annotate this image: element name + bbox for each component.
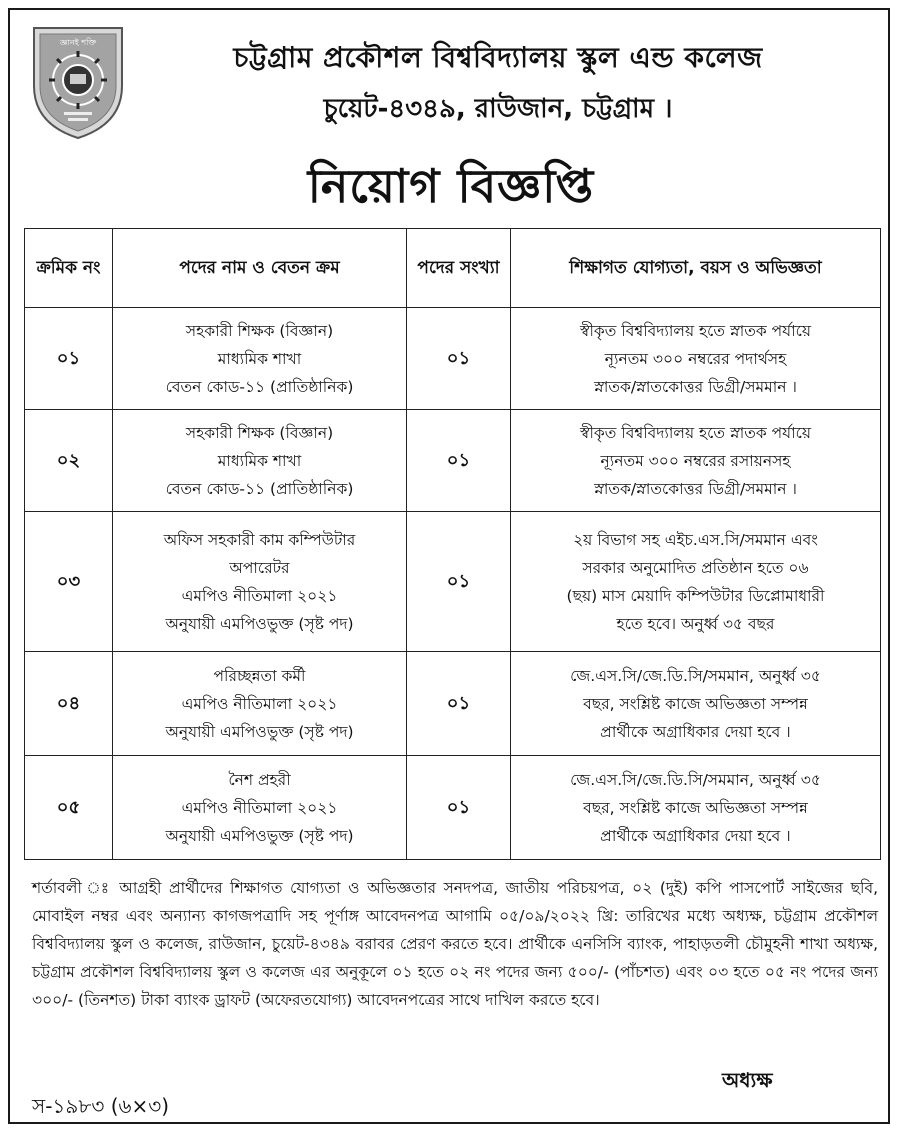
header-qualification: শিক্ষাগত যোগ্যতা, বয়স ও অভিজ্ঞতা [511, 229, 881, 308]
post-line: বেতন কোড-১১ (প্রাতিষ্ঠানিক) [165, 479, 354, 498]
row-post [113, 410, 407, 512]
terms-paragraph: শর্তাবলী ঃ আগ্রহী প্রার্থীদের শিক্ষাগত যোগ্যতা ও অভিজ্ঞতার সনদপত্র, জাতীয় পরিচয়পত্র, ০২ (দুই) কপি পাসপোর্ট সাইজের ছবি, মোবাইল নম্বর এবং অন্যান্য কাগজপত্রাদি সহ পূর্ণাঙ্গ আবেদনপত্র আগামি ০৫/০৯/২০২২ খ্রি: তারিখের মধ্যে অধ্যক্ষ, চট্টগ্রাম প্রকৌশল বিশ্ববিদ্যালয় স্কুল ও কলেজ, রাউজান, চুয়েট-৪৩৪৯ বরাবর প্রেরণ করতে হবে। প্রার্থীকে এনসিসি ব্যাংক, পাহাড়তলী চৌমুহনী শাখা অধ্যক্ষ, চট্টগ্রাম প্রকৌশল বিশ্ববিদ্যালয় স্কুল ও কলেজ এর অনুকূলে ০১ হতে ০২ নং পদের জন্য ৫০০/- (পাঁচশত) এবং ০৩ হতে ০৫ নং পদের জন্য ৩০০/- (তিনশত) টাকা ব্যাংক ড্রাফট (অফেরতযোগ্য) আবেদনপত্রের সাথে দাখিল করতে হবে। [32, 879, 878, 1009]
notice-page [8, 8, 890, 1124]
row-qualification [511, 756, 881, 860]
header-count: পদের সংখ্যা [407, 229, 511, 308]
post-line: অপারেটর [229, 558, 290, 577]
institution-name: চট্টগ্রাম প্রকৌশল বিশ্ববিদ্যালয় স্কুল এন্ড কলেজ [233, 41, 763, 74]
qualification-line: ন্যূনতম ৩০০ নম্বরের রসায়নসহ [600, 451, 791, 470]
table-row [25, 512, 881, 652]
ad-code: স-১৯৮৩ (৬×৩) [32, 1094, 170, 1118]
qualification-line: স্বীকৃত বিশ্ববিদ্যালয় হতে স্নাতক পর্যায়ে [580, 321, 811, 340]
table-row [25, 652, 881, 756]
row-count: ০১ [407, 410, 511, 512]
table-row [25, 756, 881, 860]
row-serial: ০৩ [25, 512, 113, 652]
post-line: সহকারী শিক্ষক (বিজ্ঞান) [185, 423, 334, 442]
qualification-line: ২য় বিভাগ সহ এইচ.এস.সি/সমমান এবং [573, 530, 818, 549]
post-line: এমপিও নীতিমালা ২০২১ [181, 694, 338, 713]
post-line: এমপিও নীতিমালা ২০২১ [181, 586, 338, 605]
post-line: অনুযায়ী এমপিওভুক্ত (সৃষ্ট পদ) [165, 722, 354, 741]
row-qualification [511, 512, 881, 652]
post-line: অনুযায়ী এমপিওভুক্ত (সৃষ্ট পদ) [165, 614, 354, 633]
qualification-line: প্রার্থীকে অগ্রাধিকার দেয়া হবে । [600, 722, 791, 741]
row-serial: ০১ [25, 308, 113, 410]
post-line: অফিস সহকারী কাম কম্পিউটার [163, 530, 356, 549]
row-post [113, 512, 407, 652]
table-row [25, 308, 881, 410]
notice-title: নিয়োগ বিজ্ঞপ্তি [307, 159, 595, 213]
row-qualification [511, 308, 881, 410]
header-post: পদের নাম ও বেতন ক্রম [113, 229, 407, 308]
institution-logo [28, 24, 128, 142]
row-serial: ০৪ [25, 652, 113, 756]
row-post [113, 308, 407, 410]
row-qualification [511, 652, 881, 756]
qualification-line: স্নাতক/স্নাতকোত্তর ডিগ্রী/সমমান । [594, 479, 797, 498]
row-qualification [511, 410, 881, 512]
row-serial: ০৫ [25, 756, 113, 860]
logo-motto: জ্ঞানই শক্তি [59, 38, 97, 47]
post-line: মাধ্যমিক শাখা [217, 349, 302, 368]
qualification-line: (ছয়) মাস মেয়াদি কম্পিউটার ডিপ্লোমাধারী [566, 586, 825, 605]
row-count: ০১ [407, 512, 511, 652]
qualification-line: স্নাতক/স্নাতকোত্তর ডিগ্রী/সমমান । [594, 377, 797, 396]
institution-address: চুয়েট-৪৩৪৯, রাউজান, চট্টগ্রাম । [323, 94, 673, 124]
header-serial: ক্রমিক নং [25, 229, 113, 308]
post-line: এমপিও নীতিমালা ২০২১ [181, 798, 338, 817]
row-serial: ০২ [25, 410, 113, 512]
row-count: ০১ [407, 756, 511, 860]
qualification-line: প্রার্থীকে অগ্রাধিকার দেয়া হবে । [600, 826, 791, 845]
row-count: ০১ [407, 308, 511, 410]
qualification-line: জে.এস.সি/জে.ডি.সি/সমমান, অনুর্ধ্ব ৩৫ [570, 770, 821, 789]
post-line: অনুযায়ী এমপিওভুক্ত (সৃষ্ট পদ) [165, 826, 354, 845]
post-line: বেতন কোড-১১ (প্রাতিষ্ঠানিক) [165, 377, 354, 396]
qualification-line: স্বীকৃত বিশ্ববিদ্যালয় হতে স্নাতক পর্যায়ে [580, 423, 811, 442]
row-count: ০১ [407, 652, 511, 756]
vacancy-table [24, 228, 881, 860]
table-row [25, 410, 881, 512]
qualification-line: জে.এস.সি/জে.ডি.সি/সমমান, অনুর্ধ্ব ৩৫ [570, 666, 821, 685]
row-post [113, 756, 407, 860]
crest-icon [28, 24, 128, 142]
qualification-line: বছর, সংশ্লিষ্ট কাজে অভিজ্ঞতা সম্পন্ন [583, 798, 808, 817]
qualification-line: হতে হবে। অনুর্ধ্ব ৩৫ বছর [616, 614, 775, 633]
post-line: পরিচ্ছন্নতা কর্মী [213, 666, 306, 685]
qualification-line: সরকার অনুমোদিত প্রতিষ্ঠান হতে ০৬ [582, 558, 809, 577]
qualification-line: ন্যূনতম ৩০০ নম্বরের পদার্থসহ [604, 349, 787, 368]
table-header-row [25, 229, 881, 308]
post-line: মাধ্যমিক শাখা [217, 451, 302, 470]
post-line: নৈশ প্রহরী [228, 770, 291, 789]
row-post [113, 652, 407, 756]
qualification-line: বছর, সংশ্লিষ্ট কাজে অভিজ্ঞতা সম্পন্ন [583, 694, 808, 713]
signature-principal: অধ্যক্ষ [722, 1068, 773, 1092]
post-line: সহকারী শিক্ষক (বিজ্ঞান) [185, 321, 334, 340]
